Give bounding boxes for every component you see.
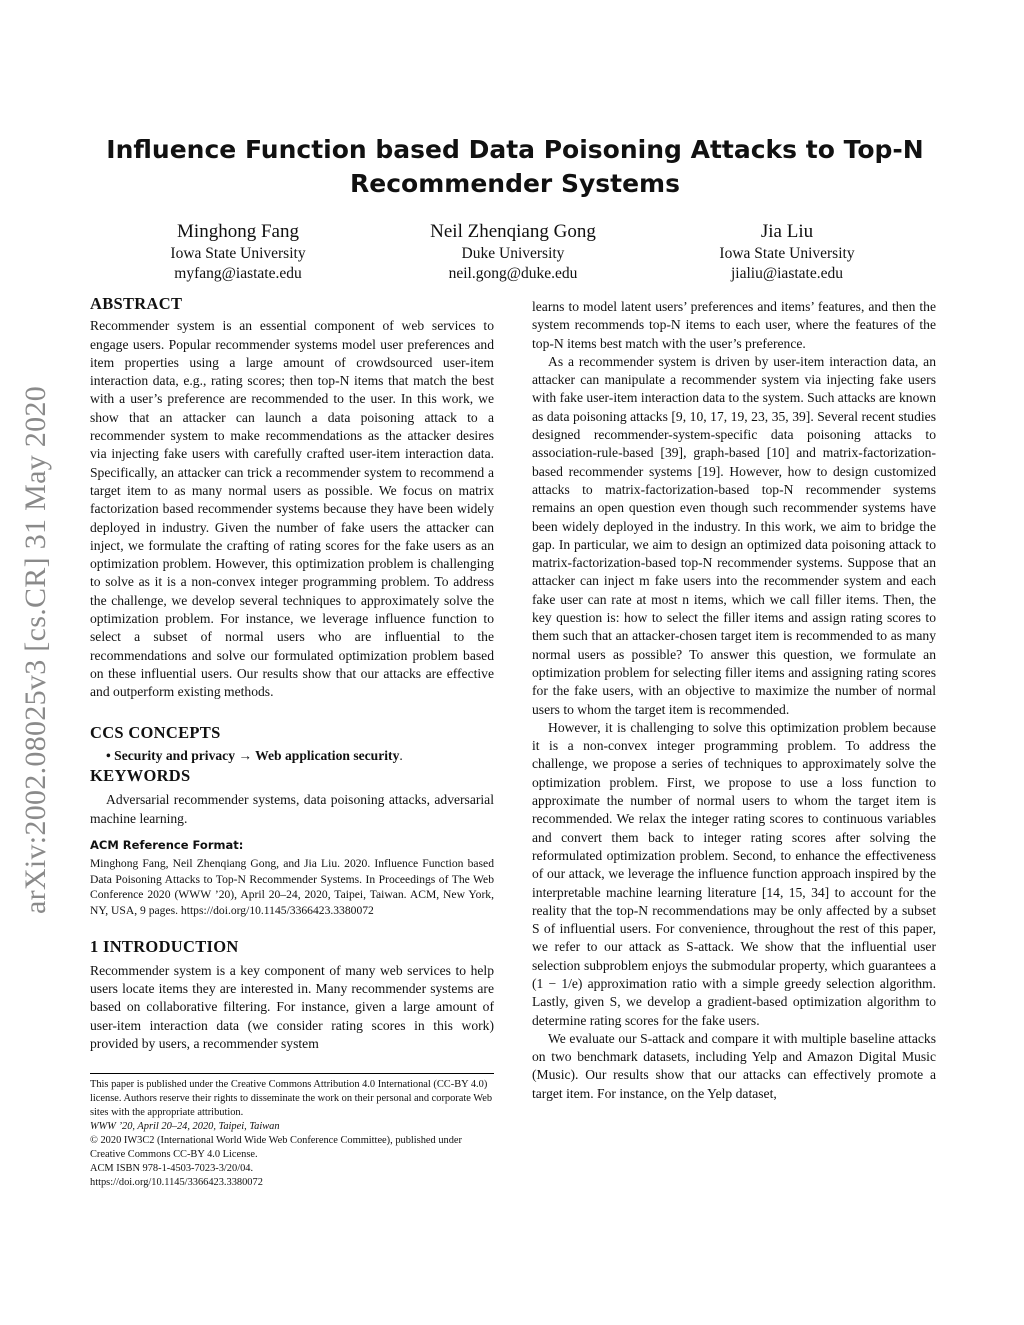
introduction-heading: 1 INTRODUCTION — [90, 937, 239, 957]
author-email: jialiu@iastate.edu — [731, 265, 843, 282]
copyright-note: © 2020 IW3C2 (International World Wide Web Conference Committee), published under Creative Commons CC-BY 4.0 License. — [90, 1135, 462, 1160]
paper-title-line-1: Influence Function based Data Poisoning Attacks to Top-N — [106, 135, 924, 164]
arxiv-identifier-stamp — [14, 340, 58, 960]
intro-paragraph: We evaluate our S-attack and compare it with multiple baseline attacks on two benchmark datasets, including Yelp and Amazon Digital Music (Music). Our results show that our attacks can effectively promote a target item. For instance, on the Yelp dataset, — [532, 1030, 936, 1101]
arxiv-identifier-text: arXiv:2002.08025v3 [cs.CR] 31 May 2020 — [19, 385, 52, 915]
author-block-1 — [108, 220, 368, 284]
right-column — [532, 298, 936, 1103]
ccs-concept-bold: • Security and privacy → Web application security — [106, 747, 400, 763]
intro-paragraph: learns to model latent users’ preferences and items’ features, and then the system recommends top-N items to each user, where the features of the top-N items best match with the user’s preference. — [532, 299, 936, 351]
intro-paragraph: However, it is challenging to solve this optimization problem because it is a non-convex integer programming problem. To address the challenge, we propose a series of techniques to approximately solve the optimization problem. First, we propose to use a loss function to approximate the number of normal users to whom the target item is recommended. We relax the integer rating scores to continuous variables and convert them back to integer rating scores after solving the reformulated optimization problem. Second, to enhance the effectiveness of our attack, we leverage the influence function approach inspired by the interpretable machine learning literature [14, 15, 34] to account for the reality that the top-N recommendations may be only affected by a subset S of influential users. For convenience, throughout the rest of this paper, we refer to our attack as S-attack. We show that the influential user selection subproblem enjoys the submodular property, which guarantees a (1 − 1/e) approximation ratio with a simple greedy selection algorithm. Lastly, given S, we develop a gradient-based optimization algorithm to determine rating scores for the fake users. — [532, 719, 936, 1028]
author-name: Neil Zhenqiang Gong — [430, 221, 596, 242]
author-affiliation: Duke University — [461, 245, 565, 262]
acm-reference-heading: ACM Reference Format: — [90, 838, 244, 853]
paper-title — [100, 133, 930, 201]
author-block-2 — [383, 220, 643, 284]
introduction-left-text: Recommender system is a key component of many web services to help users locate items they are interested in. Many recommender systems are based on collaborative filtering. For instance, given a large amount of user-item interaction data (we consider rating scores in this work) provided by users, a recommender system — [90, 962, 494, 1051]
ccs-heading: CCS CONCEPTS — [90, 722, 221, 742]
copyright-footnote — [90, 1073, 494, 1190]
license-note: This paper is published under the Creative Commons Attribution 4.0 International (CC-BY 4.0) license. Authors reserve their rights to disseminate the work on their personal and corporate Web sites with the appropriate attribution. — [90, 1079, 493, 1118]
author-name: Minghong Fang — [177, 221, 299, 242]
author-block-3 — [657, 220, 917, 284]
acm-reference-text: Minghong Fang, Neil Zhenqiang Gong, and Jia Liu. 2020. Influence Function based Data Poisoning Attacks to Top-N Recommender Systems. In Proceedings of The Web Conference 2020 (WWW ’20), April 20–24, 2020, Taipei, Taiwan. ACM, New York, NY, USA, 9 pages. https://doi.org/10.1145/3366423.3380072 — [90, 857, 494, 917]
keywords-heading: KEYWORDS — [90, 766, 191, 786]
author-email: myfang@iastate.edu — [174, 265, 302, 282]
isbn-note: ACM ISBN 978-1-4503-7023-3/20/04. — [90, 1163, 254, 1174]
left-column — [90, 295, 494, 1053]
doi-note: https://doi.org/10.1145/3366423.3380072 — [90, 1177, 263, 1188]
author-affiliation: Iowa State University — [170, 245, 306, 262]
ccs-concept-item — [90, 747, 494, 765]
author-name: Jia Liu — [760, 221, 814, 242]
author-affiliation: Iowa State University — [719, 245, 855, 262]
keywords-text: Adversarial recommender systems, data poisoning attacks, adversarial machine learning. — [90, 792, 494, 826]
abstract-text: Recommender system is an essential component of web services to engage users. Popular recommender systems model user preferences and item properties using a large amount of crowdsourced user-item interaction data, e.g., rating scores; then top-N items that match the best with a user’s preference are recommended to the user. In this work, we show that an attacker can launch a data poisoning attack to a recommender system to make recommendations as the attacker desires via injecting fake users with carefully crafted user-item interaction data. Specifically, an attacker can trick a recommender system to recommend a target item to as many normal users as possible. We focus on matrix factorization based recommender systems because they have been widely deployed in industry. Given the number of fake users the attacker can inject, we formulate the crafting of rating scores for the fake users as an optimization problem. However, this optimization problem is challenging to solve as it is a non-convex integer programming problem. To address the challenge, we develop several techniques to approximately solve the optimization problem. For instance, we leverage influence function to select a subset of normal users who are influential to the recommendations and solve our formulated optimization problem based on these influential users. Our results show that our attacks are effective and outperform existing methods. — [90, 318, 494, 700]
paper-title-line-2: Recommender Systems — [350, 169, 680, 198]
author-email: neil.gong@duke.edu — [448, 265, 578, 282]
venue-note: WWW ’20, April 20–24, 2020, Taipei, Taiwan — [90, 1121, 280, 1132]
intro-paragraph: As a recommender system is driven by user-item interaction data, an attacker can manipulate a recommender system via injecting fake users with fake user-item interaction data to the system. Such attacks are known as data poisoning attacks [9, 10, 17, 19, 23, 35, 39]. Several recent studies designed recommender-system-specific data poisoning attacks to association-rule-based [39], graph-based [10] and matrix-factorization-based recommender systems [19]. However, how to design customized attacks to matrix-factorization-based top-N recommender systems remains an open question even though such recommender systems have been widely deployed in the industry. In this work, we aim to bridge the gap. In particular, we aim to design an optimized data poisoning attack to matrix-factorization-based top-N recommender systems. Suppose that an attacker can inject m fake users into the recommender system and each fake user can rate at most n items, which we call filler items. Then, the key question is: how to select the filler items and assign rating scores to them such that an attacker-chosen target item is recommended to as many normal users as possible? To answer this question, we formulate an optimization problem for selecting filler items and assigning rating scores for the fake users, with an objective to maximize the number of normal users to whom the target item is recommended. — [532, 353, 936, 717]
ccs-concept-end: . — [399, 747, 403, 763]
abstract-heading: ABSTRACT — [90, 294, 183, 313]
